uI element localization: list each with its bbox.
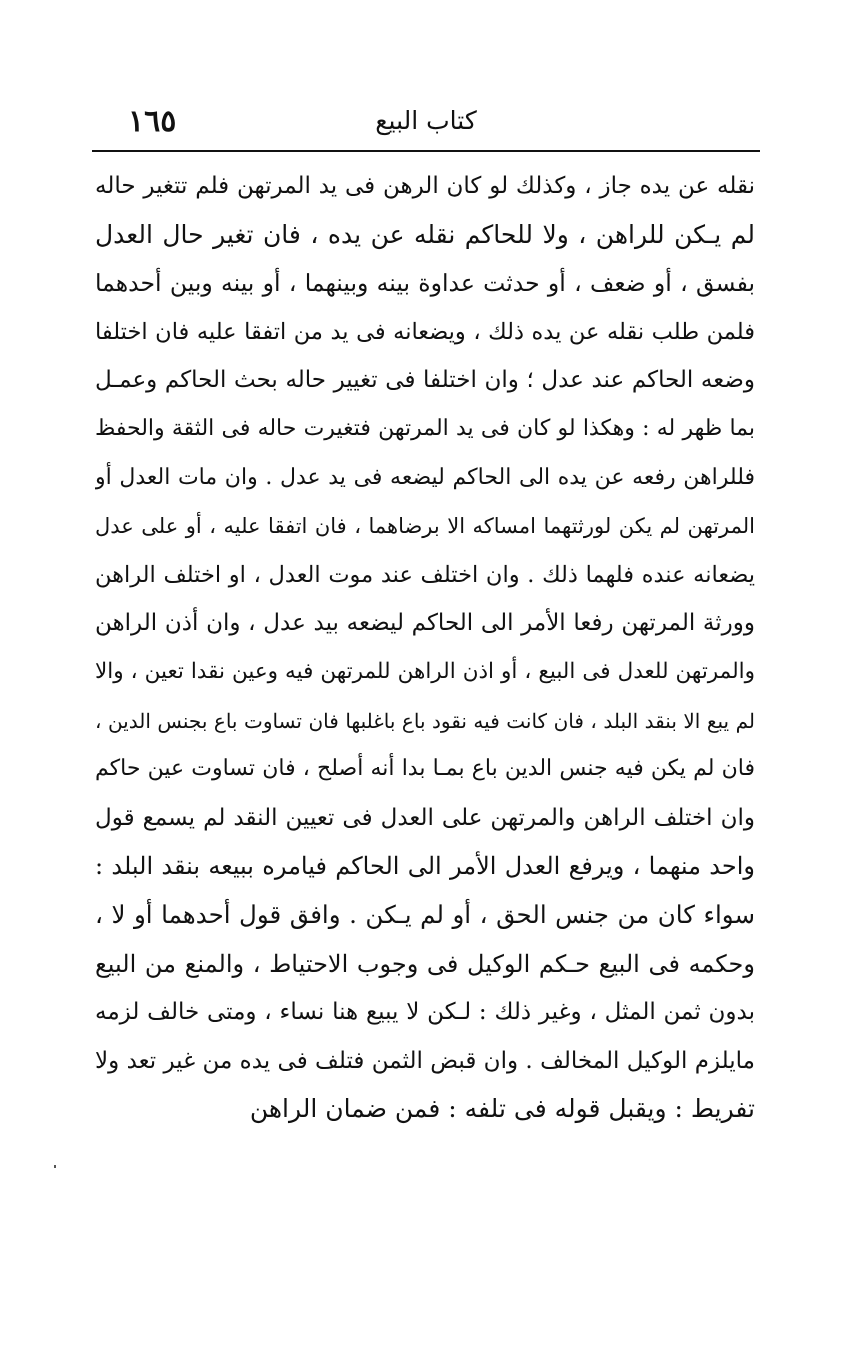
page-header xyxy=(92,96,760,146)
text-line: فان لم يكن فيه جنس الدين باع بمـا بدا أنه أصلح ، فان تساوت عين حاكم xyxy=(95,756,755,782)
text-line: سواء كان من جنس الحق ، أو لم يـكن . وافق قول أحدهما أو لا ، xyxy=(95,899,755,929)
text-line: نقله عن يده جاز ، وكذلك لو كان الرهن فى يد المرتهن فلم تتغير حاله xyxy=(95,173,755,199)
margin-speck xyxy=(54,1165,56,1168)
text-line: والمرتهن للعدل فى البيع ، أو اذن الراهن للمرتهن فيه وعين نقدا تعين ، والا xyxy=(95,658,755,684)
text-line: بفسق ، أو ضعف ، أو حدثت عداوة بينه وبينهما ، أو بينه وبين أحدهما xyxy=(95,269,755,298)
text-line: فللراهن رفعه عن يده الى الحاكم ليضعه فى يد عدل . وان مات العدل أو xyxy=(95,464,755,490)
running-title: كتاب البيع xyxy=(375,106,477,135)
text-line: تفريط : ويقبل قوله فى تلفه : فمن ضمان الراهن xyxy=(249,1094,755,1124)
text-line: وورثة المرتهن رفعا الأمر الى الحاكم ليضعه بيد عدل ، وان أذن الراهن xyxy=(95,610,755,637)
text-line: وضعه الحاكم عند عدل ؛ وان اختلفا فى تغيير حاله بحث الحاكم وعمـل xyxy=(95,367,755,394)
text-line: مايلزم الوكيل المخالف . وان قبض الثمن فتلف فى يده من غير تعد ولا xyxy=(95,1047,755,1074)
page-number: ١٦٥ xyxy=(128,104,177,139)
text-line: فلمن طلب نقله عن يده ذلك ، ويضعانه فى يد من اتفقا عليه فان اختلفا xyxy=(95,318,755,345)
text-line: المرتهن لم يكن لورثتهما امساكه الا برضاهما ، فان اتفقا عليه ، أو على عدل xyxy=(95,514,755,539)
text-line: وحكمه فى البيع حـكم الوكيل فى وجوب الاحتياط ، والمنع من البيع xyxy=(95,949,755,978)
text-line: وان اختلف الراهن والمرتهن على العدل فى تعيين النقد لم يسمع قول xyxy=(95,804,755,831)
header-rule xyxy=(92,150,760,152)
body-text xyxy=(95,162,755,1134)
text-line: يضعانه عنده فلهما ذلك . وان اختلف عند موت العدل ، او اختلف الراهن xyxy=(95,561,755,588)
text-line: لم يـكن للراهن ، ولا للحاكم نقله عن يده ، فان تغير حال العدل xyxy=(95,219,755,249)
text-line: لم يبع الا بنقد البلد ، فان كانت فيه نقود باع باغلبها فان تساوت باع بجنس الدين ، xyxy=(95,708,755,733)
text-line: واحد منهما ، ويرفع العدل الأمر الى الحاكم فيامره ببيعه بنقد البلد : xyxy=(95,852,755,881)
text-line: بدون ثمن المثل ، وغير ذلك : لـكن لا يبيع هنا نساء ، ومتى خالف لزمه xyxy=(95,999,755,1026)
text-line: بما ظهر له : وهكذا لو كان فى يد المرتهن فتغيرت حاله فى الثقة والحفظ xyxy=(95,415,755,441)
